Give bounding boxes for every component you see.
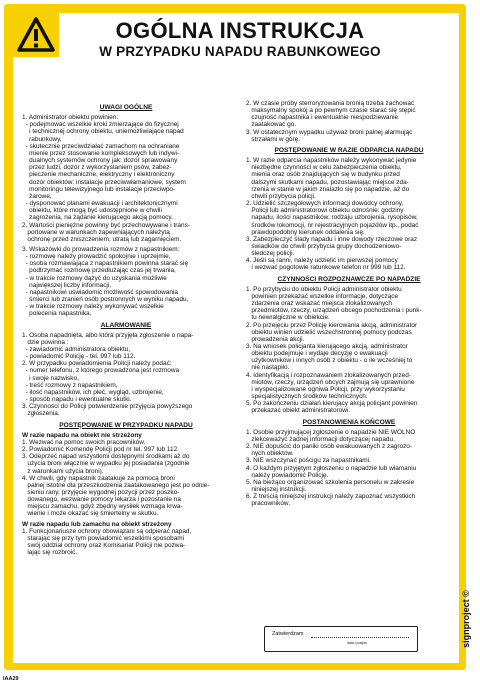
brand-mark <box>458 572 470 672</box>
section-text: 1. Administrator obiektu powinien: - podejmować wszelkie kroki zmierzające do fizycznej i technicznej ochrony obiektu, uniemożliwiające napad rabunkowy, - skutecznie przeciwdziałać zamachom na ochraniane mienie przez stosowanie kompleksowych lub indywi- dualnych systemów ochrony jak: dozór sprawowany przez ludzi, dozór z wykorzystaniem psów, zabez- pieczenie mechaniczne, elektryczny i elektroniczny dozór obiektów: instalacje przeciwwłamaniowe, system monitoringu telewizyjnego lub instalacje przeciwpo- żarowe, - dysponować planami ewakuacji i architektonicznymi obiektu, które mogą być udostępnione w chwili zagrożenia, na żądanie kierującego akcją pomocy. 2. Wartości pieniężne powinny być przechowywane i trans- portowane w warunkach zapewniających należytą ochronę przed zniszczeniem, utratą lub zagarnięciem. <box>22 114 190 243</box>
approval-box <box>264 626 418 652</box>
page-subtitle: W PRZYPADKU NAPADU RABUNKOWEGO <box>99 44 381 59</box>
section-text: 1. W razie odparcia napastników należy wykonywać jedynie niezbędne czynności w celu zabezpieczenia obiektu, mienia oraz osób znajdujących się w budynku przed dalszymi skutkami napadu, pozostawiając miejsce zda- rzenia w stanie w jakim znalazło się po napadzie, aż do chwili przybycia policji. 2. Udzielić szczegółowych informacji dowódcy ochrony, Policji lub administratorowi obiektu odnośnie: godziny napadu, ilości napastników, rodzaju uzbrojenia, rysopisów, środków lokomocji, nr rejestracyjnych pojazdów itp., podać prawdopodobny kierunek oddalenia się. 3. Zabezpieczyć ślady napadu i inne dowody rzeczowe oraz świadków do chwili przybycia grupy dochodzeniowo- śledczej policji. 4. Jeśli są ranni, należy udzielić im pierwszej pomocy i wezwać pogotowie ratunkowe telefon nr 999 lub 112. <box>246 157 419 272</box>
right-column <box>246 100 452 507</box>
page-title: OGÓLNA INSTRUKCJA <box>115 18 365 43</box>
section-text: 1. Funkcjonariusze ochrony obowiązani są odpierać napad, starając się przy tym powiadomić wszelkimi sposobami swój oddział ochrony oraz Komisariat Policji nie pozwa- lając się rozbroić. <box>22 527 192 557</box>
section-heading: POSTANOWIENIA KOŃCOWE <box>302 418 396 426</box>
approval-label: Zatwierdzam <box>272 631 304 637</box>
brand-text: signproject © <box>461 590 471 648</box>
subsection-heading: W razie napadu lub zamachu na obiekt strzeżony <box>22 520 172 528</box>
section-text: 1. Osoba napadnięta, albo która przyjęła zgłoszenie o napa- dzie powinna : - zawiadomić administratora obiektu, - powiadomić Policję - tel. 997 lub 112. 2. W przypadku powiadomienia Policji należy podać: - numer telefonu, z którego prowadzona jest rozmowa i swoje nazwisko, - treść rozmowy z napastnikiem, - ilość napastników, ich płeć, wygląd, uzbrojenie, - sposób napadu i ewentualne skutki. 3. Czynności do Policji potwierdzenie przyjęcia powyższego zgłoszenia. <box>22 331 194 418</box>
product-code: IAA29 <box>3 676 19 682</box>
section-heading: ALARMOWANIE <box>100 321 152 329</box>
signature-line <box>311 637 409 638</box>
left-column <box>22 100 230 556</box>
section-text: 2. W czasie próby sterroryzowania bronią trzeba zachować maksymalny spokój a po pewnym czasie starać się stępić czujność napastnika i ewentualnie niespodziewanie zaatakować go. 3. W ostatecznym wypadku używaż broni palnej alarmując strzałami w górę. <box>246 100 416 143</box>
section-heading: UWAGI OGÓLNE <box>99 104 153 111</box>
approval-sublabel: data i podpis <box>347 641 367 645</box>
section-heading: POSTĘPOWANIE W RAZIE ODPARCIA NAPADU <box>274 146 424 154</box>
section-text: 3. Wskazówki do prowadzenia rozmów z napastnikiem: - rozmowę należy prowadzić spokojnie i uprzejmie, - osoba rozmawiająca z napastnikiem powinna starać się podtrzymać rozmowę przedłużając czas jej trwania, - w trakcie rozmowy dążyć do uzyskania możliwie największej liczby informacji, - napastnikowi uświadomić możliwość spowodowania śmierci lub zranień osób postronnych w wyniku napadu, - w trakcie rozmowy należy wykonywać wszelkie polecenia napastnika. <box>22 245 189 318</box>
subsection-heading: W razie napadu na obiekt nie strzeżony <box>22 431 142 439</box>
section-text: 1. Osobie przyjmującej zgłoszenie o napadzie NIE WOLNO zlekceważyć żadnej informacji dotyczącej napadu. 2. NIE dopuścić do paniki osób ewakuowanych z zagrożo- nych obiektów. 3. NIE wszczynać pościgu za napastnikami. 4. O każdym przyjętym zgłoszeniu o napadzie lub włamaniu należy powiadomić Policję. 5. Na bieżąco organizować szkolenia personelu w zakresie niniejszej instrukcji. 6. Z treścią niniejszej instrukcji należy zapoznać wszystkich pracowników. <box>246 428 417 508</box>
section-heading: CZYNNOŚCI ROZPOZNAWCZE PO NAPADZIE <box>277 275 421 283</box>
section-text: 1. Wezwać na pomoc swoich pracowników. 2. Powiadomić Komendę Policji pod nr tel. 997 lub 112. 3. Odeprzeć napad wszystkimi dostępnymi środkami aż do użycia broni włącznie w wypadku jej posiadania (zgodnie z warunkami użycia broni). 4. W chwili, gdy napastnik zaatakuje za pomocą broni palnej istotne dla przeszkodzenia zaatakowanego jest po odnie- sieniu rany, przyjęcie wygodnej pozycji przez poszko- dowanego, wezwanie pomocy lekarza i pozostanie na miejscu zamachu, gdyż zbędny wysiłek wzmaga krwa- wienie i może okazać się śmiertelny w skutku. <box>22 438 210 518</box>
section-text: 1. Po przybyciu do obiektu Policji administrator obiektu powinien przekazać wszelkie informacje, dotyczące zdarzenia oraz wskazać miejsca zlokalizowanych przedmiotów, rzeczy, urządzeń obcego pochodzenia i punk- tu newralgiczne w obiekcie. 2. Po przejęciu przez Policję kierowania akcją, administrator obiektu winien udzielić wszechstronnej pomocy podczas prowadzenia akcji. 3. Na wniosek policjanta kierującego akcją, administrator obiektu podejmuje i wydaje decyzję o ewakuacji użytkowników i innych osób z obiektu - o ile wcześniej to nie nastąpiło. 4. Identyfikacją i rozpoznawaniem zlokalizowanych przed- miotów, rzeczy, urządzeń obcych zajmują się uprawnione i wyspecjalizowane ogniwa Policji, przy wykorzystaniu specjalistycznych środków technicznych. 5. Po zakończeniu działań kierujący akcją policjant powinien przekazać obiekt administratorowi. <box>246 285 422 415</box>
section-heading: POSTĘPOWANIE W PRZYPADKU NAPADU <box>59 421 193 429</box>
